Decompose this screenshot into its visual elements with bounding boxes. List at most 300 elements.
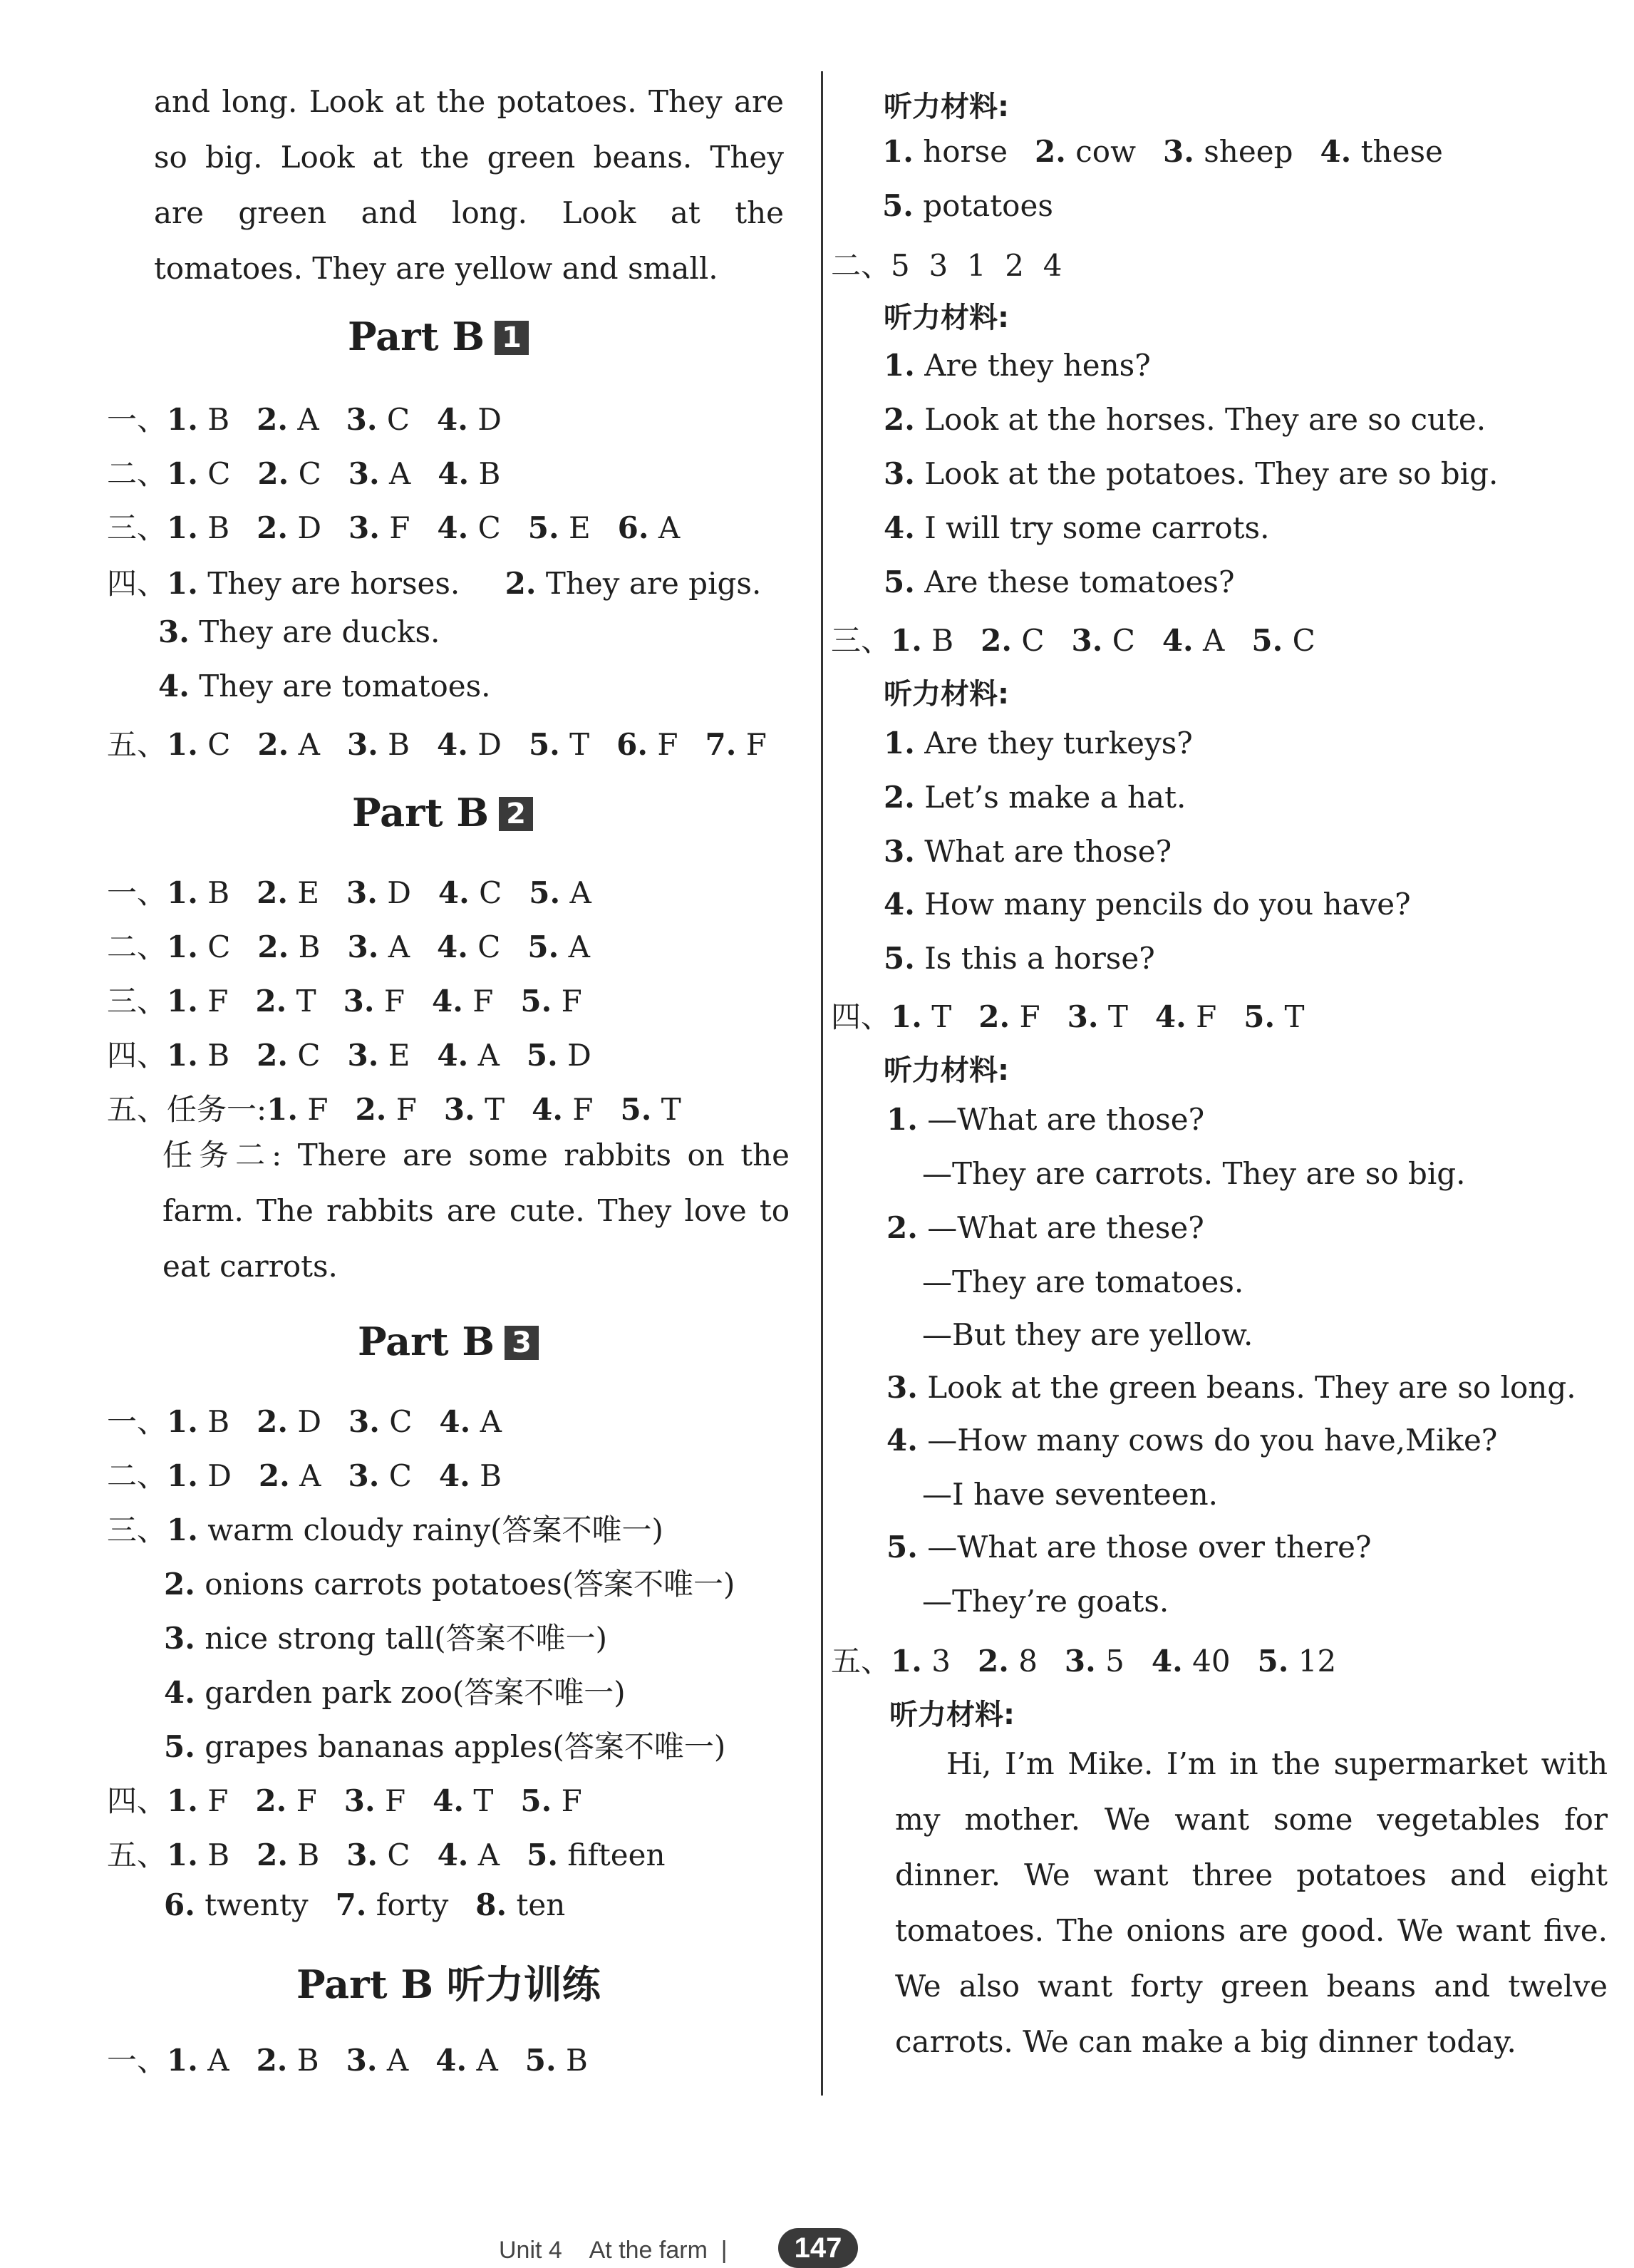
question-label: 三、 [107,510,167,545]
item-answer: T [931,999,952,1034]
answer-item [257,510,321,545]
item-answer: F [561,1783,582,1818]
answer-item [257,727,320,762]
script-line [922,1156,1466,1191]
answer-item [167,929,230,964]
answer-row [107,560,761,603]
item-number: 4. [438,875,470,910]
heading-text: Part B [358,1319,495,1364]
item-number: 3. [346,402,378,437]
script-line: 2. Look at the horses. They are so cute. [884,402,1486,437]
item-answer: these [1360,134,1443,169]
answer-item [167,1038,229,1073]
item-answer: A [298,727,320,762]
item-answer: A [480,1404,502,1439]
item-answer: B [480,1458,502,1493]
answer-item [347,727,410,762]
script-text: —What are these? [927,1210,1204,1245]
answer-item [437,510,500,545]
question-label: 三、 [831,623,891,658]
answer-item [1071,623,1134,658]
item-answer: A [568,929,590,964]
part-b-listening-heading: Part B 听力训练 [296,1962,601,2007]
script-line: 1. Are they turkeys? [884,726,1193,761]
answer-item [525,2043,588,2078]
item-number: 2. [355,1092,387,1127]
answer-items [164,1887,565,1922]
answer-row: 3. They are ducks. [158,614,440,649]
section-number-badge: 3 [505,1326,539,1360]
item-number: 2. [257,456,289,491]
script-line: 5. Is this a horse? [884,941,1155,976]
item-number: 2. [257,1837,288,1872]
item-answer: potatoes [923,188,1053,223]
answer-item [439,1404,502,1439]
answer-item [257,456,321,491]
answer-item [346,402,410,437]
item-number: 2. [257,402,288,437]
script-text: Are they hens? [924,348,1151,383]
item-answer: B [478,456,501,491]
item-answer: C [1021,623,1045,658]
question-label: 二、 [831,248,891,283]
answer-item [1067,999,1128,1034]
item-number: 3. [347,929,379,964]
heading-text: Part B [352,790,489,835]
item-answer: C [207,727,231,762]
answer-item [347,1038,410,1073]
answer-row: 2. onions carrots potatoes(答案不唯一) [164,1567,735,1602]
item-answer: B [207,1038,230,1073]
answer-item [621,1092,681,1127]
script-line: 4. I will try some carrots. [884,510,1270,545]
answer-row [831,617,1315,660]
item-answer: T [569,727,590,762]
answer-item [437,402,502,437]
script-text: —They are carrots. They are so big. [922,1156,1466,1191]
item-answer: D [297,1404,322,1439]
answer-item [167,2043,229,2078]
item-answer: B [207,510,230,545]
answer-item [167,1783,228,1818]
answer-row [107,505,680,547]
item-answer: A [207,2043,229,2078]
answer-item [344,1783,405,1818]
answer-item [981,623,1044,658]
answer-text: They are tomatoes. [199,669,491,703]
script-text: —How many cows do you have,Mike? [927,1423,1498,1458]
answer-item [257,929,320,964]
answer-text: They are horses. [207,566,460,601]
answer-item [438,456,500,491]
answer-item [257,2043,319,2078]
item-number: 5. [620,1092,652,1127]
item-answer: T [296,984,316,1019]
question-label: 一、 [107,2043,167,2078]
listening-material-label: 听力材料: [884,301,1009,334]
item-number: 4. [1151,1644,1183,1679]
footer-unit: Unit 4 At the farm | [499,2237,728,2264]
answer-item [257,875,319,910]
item-number: 4. [435,2043,467,2078]
item-number: 2. [255,984,287,1019]
answer-item [1320,134,1442,169]
answer-item [1152,1644,1231,1679]
answer-item [1258,1644,1337,1679]
item-number: 1. [167,1837,198,1872]
answer-item [520,1783,581,1818]
item-answer: B [388,727,410,762]
item-answer: C [388,1458,412,1493]
item-answer: cow [1075,134,1137,169]
answer-item [346,1837,410,1872]
answer-item [891,999,951,1034]
question-label: 五、 [107,1837,167,1872]
answer-item [616,727,678,762]
item-number: 4. [1162,623,1194,658]
script-line: 5. —What are those over there? [886,1530,1372,1565]
answer-item [438,1837,500,1872]
item-answer: D [477,402,502,437]
item-answer: E [568,510,591,545]
item-number: 5. [882,188,914,223]
item-number: 5. [520,1783,552,1818]
question-label: 五、 [831,1644,891,1679]
question-label: 四、 [107,1038,167,1073]
answer-text: They are pigs. [545,566,762,601]
answer-row [882,188,1053,223]
item-answer: C [298,456,321,491]
item-answer: C [479,875,502,910]
heading-text: Part B [348,314,485,359]
answer-row [831,242,1062,285]
item-number: 1. [167,1038,198,1073]
script-text: —What are those over there? [927,1530,1372,1565]
item-number: 4. [437,929,468,964]
item-answer: C [386,402,410,437]
script-text: Is this a horse? [924,941,1155,976]
question-label: 二、 [107,456,167,491]
answer-item [346,2043,409,2078]
item-answer: A [477,1038,500,1073]
script-line [922,1264,1243,1299]
item-number: 3. [1064,1644,1096,1679]
task-two-paragraph: 任务二: There are some rabbits on the farm. The rabbits are cute. They love to eat carrots. [162,1138,790,1284]
answer-item [348,510,410,545]
unit-label: Unit 4 [499,2237,562,2264]
item-answer: B [931,623,954,658]
answer-item [444,1092,505,1127]
item-answer: A [477,1837,500,1872]
script-text: What are those? [924,834,1172,869]
answer-item [255,984,316,1019]
answer-row [107,1453,502,1495]
script-text: Look at the horses. They are so cute. [924,402,1486,437]
item-number: 2. [257,727,289,762]
item-number: 3. [343,1783,376,1818]
item-answer: 8 [1018,1644,1038,1679]
answer-item [705,727,767,762]
item-number: 2. [978,999,1010,1034]
script-text: Are they turkeys? [924,726,1193,761]
answer-row [164,1887,565,1922]
item-number: 1. [167,1783,198,1818]
item-number: 4. [433,1783,464,1818]
item-number: 3. [343,984,375,1019]
item-number: 2. [257,510,288,545]
answer-row [107,1832,666,1875]
answer-item [435,2043,498,2078]
item-answer: C [477,510,501,545]
answer-row [107,1778,582,1820]
answer-row [107,396,502,439]
script-text: —They’re goats. [922,1584,1169,1619]
answer-item [167,1837,229,1872]
item-answer: sheep [1204,134,1293,169]
item-number: 1. [167,456,198,491]
question-label: 二、 [107,929,167,964]
answer-item [167,456,230,491]
item-number: 2. [1035,134,1066,169]
answer-row [107,1398,502,1441]
item-number: 4. [432,984,463,1019]
answer-item [527,929,590,964]
answer-row: 4. garden park zoo(答案不唯一) [164,1675,626,1710]
question-label: 四、 [107,566,167,601]
answer-item [167,984,228,1019]
question-label: 三、 [107,984,167,1019]
item-answer: F [389,510,410,545]
item-number: 4. [437,1837,469,1872]
item-number: 2. [256,2043,288,2078]
item-number: 3. [348,1458,380,1493]
item-answer: C [207,929,231,964]
item-answer: horse [923,134,1008,169]
answer-item [433,1783,493,1818]
item-answer: A [476,2043,498,2078]
item-number: 3. [347,1038,379,1073]
item-answer: F [572,1092,594,1127]
item-number: 4. [438,456,470,491]
item-number: 3. [346,875,378,910]
answer-item [255,1783,316,1818]
answer-row [107,2037,588,2080]
item-number: 1. [167,402,198,437]
answer-item [1251,623,1315,658]
item-number: 4. [1320,134,1352,169]
answer-item [348,1404,412,1439]
script-line: 2. —What are these? [886,1210,1204,1245]
item-number: 5. [526,1038,558,1073]
answer-item [167,510,229,545]
item-number: 2. [981,623,1012,658]
answer-text: onions carrots potatoes(答案不唯一) [205,1567,735,1602]
answer-item [475,1887,565,1922]
listening-paragraph: Hi, I’m Mike. I’m in the supermarket with my mother. We want some vegetables for dinner. We want three potatoes and eight tomatoes. The onions are good. We want five. We also want forty green beans and twelve carrots. We can make a big dinner today. [895,1746,1608,2059]
answer-item [167,727,230,762]
item-number: 5. [1257,1644,1289,1679]
item-answer: C [477,929,501,964]
item-number: 5. [528,727,560,762]
answer-item [336,1887,449,1922]
item-number: 5. [1251,623,1283,658]
item-answer: A [297,402,319,437]
item-answer: A [388,456,411,491]
answer-item [529,875,591,910]
answer-items [882,188,1053,223]
item-number: 3. [348,510,380,545]
item-number: 4. [1154,999,1186,1034]
answer-row [831,994,1304,1036]
script-line: 5. Are these tomatoes? [884,565,1235,599]
answer-item [437,727,502,762]
item-number: 7. [335,1887,367,1922]
item-number: 3. [1067,999,1099,1034]
script-line: 1. Are they hens? [884,348,1151,383]
item-number: 4. [437,727,468,762]
script-line: 1. —What are those? [886,1102,1205,1137]
answer-text: nice strong tall(答案不唯一) [205,1621,608,1656]
item-answer: forty [376,1887,449,1922]
item-answer: A [569,875,591,910]
script-text: —But they are yellow. [922,1317,1253,1352]
item-answer: F [383,984,405,1019]
item-number: 2. [505,566,537,601]
item-answer: D [567,1038,591,1073]
script-line [922,1477,1218,1512]
answer-item [1162,623,1225,658]
item-number: 1. [167,510,198,545]
question-label: 五、任务一: [107,1092,267,1127]
answer-row [107,450,500,493]
item-answer: A [388,929,410,964]
answer-text: 5 3 1 2 4 [891,248,1062,283]
item-number: 3. [346,1837,378,1872]
item-answer: C [297,1038,321,1073]
item-number: 6. [164,1887,195,1922]
item-answer: F [395,1092,417,1127]
item-number: 1. [167,566,198,601]
item-number: 6. [616,727,648,762]
answer-item [347,929,410,964]
item-number: 2. [257,875,288,910]
item-answer: T [1284,999,1305,1034]
script-text: —What are those? [927,1102,1205,1137]
item-number: 3. [1071,623,1103,658]
answer-item [348,456,411,491]
answer-row [107,924,590,967]
item-number: 2. [977,1644,1009,1679]
section-number-badge: 2 [499,797,533,831]
item-number: 2. [257,929,289,964]
item-answer: 12 [1298,1644,1337,1679]
answer-item [257,1038,320,1073]
item-answer: F [384,1783,406,1818]
item-number: 7. [705,727,737,762]
listening-material-label: 听力材料: [884,91,1009,123]
item-answer: twenty [205,1887,309,1922]
item-number: 1. [167,875,198,910]
item-answer: B [296,2043,319,2078]
item-answer: A [1203,623,1225,658]
item-number: 4. [437,510,469,545]
item-number: 3. [348,1404,380,1439]
item-number: 1. [167,2043,198,2078]
item-answer: B [207,402,230,437]
answer-text: warm cloudy rainy(答案不唯一) [207,1512,663,1547]
item-answer: C [207,456,231,491]
answer-item [437,1038,500,1073]
item-number: 1. [267,1092,299,1127]
answer-item [882,188,1053,223]
answer-row [107,1086,681,1129]
item-answer: 40 [1192,1644,1231,1679]
answer-row [107,1032,591,1075]
script-text: Let’s make a hat. [924,780,1186,815]
item-answer: E [297,875,319,910]
answer-item [346,875,411,910]
script-line: 3. Look at the green beans. They are so long. [886,1370,1576,1405]
answer-items [882,134,1443,169]
item-answer: E [388,1038,410,1073]
answer-item [882,134,1008,169]
answer-item [439,1458,502,1493]
question-label: 一、 [107,402,167,437]
answer-item [527,1837,665,1872]
item-answer: D [207,1458,232,1493]
item-answer: D [387,875,411,910]
answer-item [1035,134,1136,169]
item-answer: F [207,984,229,1019]
answer-item [527,1038,591,1073]
item-answer: F [307,1092,329,1127]
item-number: 1. [891,623,922,658]
answer-row: 3. nice strong tall(答案不唯一) [164,1621,608,1656]
item-number: 4. [439,1404,471,1439]
answer-item [432,984,493,1019]
question-label: 五、 [107,727,167,762]
item-number: 3. [346,727,378,762]
item-answer: D [297,510,322,545]
answer-items [267,1092,681,1127]
item-answer: B [207,1837,230,1872]
answer-item [891,1644,951,1679]
item-answer: C [1292,623,1315,658]
answer-row [107,721,767,764]
item-number: 5. [527,510,559,545]
item-number: 4. [437,1038,469,1073]
answer-items [167,1837,666,1872]
answer-item [618,510,681,545]
answer-item [257,402,319,437]
script-line: 3. Look at the potatoes. They are so big. [884,456,1499,491]
question-label: 一、 [107,1404,167,1439]
question-label: 三、 [107,1512,167,1547]
answer-item [257,1404,321,1439]
answer-item [438,875,502,910]
answer-item [978,1644,1038,1679]
item-number: 8. [475,1887,507,1922]
answer-item [978,999,1040,1034]
item-number: 1. [167,984,198,1019]
script-text: Look at the potatoes. They are so big. [924,456,1499,491]
answer-item [891,623,953,658]
part-b-1-heading [348,314,529,359]
answer-item [532,1092,593,1127]
answer-row [107,978,582,1021]
item-answer: B [566,2043,588,2078]
script-text: How many pencils do you have? [924,887,1411,922]
